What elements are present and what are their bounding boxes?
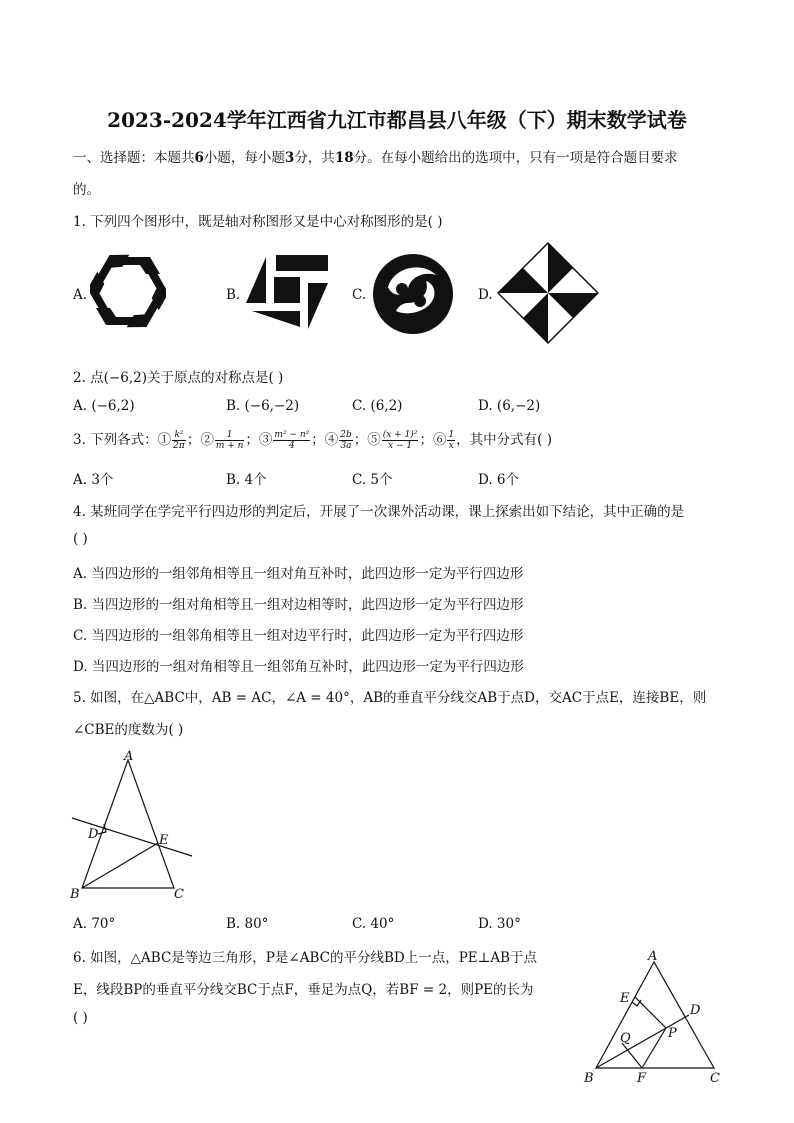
q5-option-d: D. 30°	[478, 916, 521, 932]
q2-option-b: B. (−6,−2)	[226, 398, 300, 414]
section-prefix: 一、选择题：本题共	[73, 150, 195, 166]
q3-fraction: $\frac{\text{(x + 1)²}}{x - 1}$	[382, 430, 418, 451]
q3-fraction: $\frac{1}{m + n}$	[215, 430, 244, 451]
q5-label-b: B	[70, 887, 80, 902]
q3-option-c: C. 5个	[352, 472, 393, 488]
q3-item-mark: ③	[258, 432, 273, 448]
q5-figure-triangle	[66, 746, 196, 902]
q1-figure-c	[372, 253, 454, 335]
question-count: 6	[194, 150, 204, 166]
q1-label-b: B.	[226, 287, 241, 303]
q4-stem-line2: ( )	[73, 531, 88, 547]
q3-fraction: $\frac{2b}{3a}$	[340, 430, 352, 451]
q6-label-q: Q	[620, 1031, 631, 1046]
q5-label-d: D	[88, 827, 99, 842]
q2-option-c: C. (6,2)	[352, 398, 403, 414]
section-suffix: 分。在每小题给出的选项中，只有一项是符合题目要求	[353, 150, 678, 166]
q3-stem: 3. 下列各式：① $\frac{\text{k²}}{2\pi}$ ；② $\frac{1}{m + n}$ ；③ $\frac{\text{m² − n²}}{4}$ ；④ $\frac{2b}{3a}$ ；⑤ $\frac{\text{(x + 1)²}}{x - 1}$ ；⑥ $\frac{1}{x}$ ，其中分式有( )	[73, 430, 552, 451]
q6-label-e: E	[620, 991, 630, 1006]
section-header	[73, 146, 678, 166]
total-score: 18	[334, 150, 354, 166]
q1-label-a: A.	[73, 287, 88, 303]
q5-option-b: B. 80°	[226, 916, 269, 932]
q3-item-mark: ④	[324, 432, 339, 448]
q6-stem-line3: ( )	[73, 1010, 88, 1026]
q5-label-c: C	[174, 887, 184, 902]
q6-figure-triangle	[580, 944, 730, 1088]
q3-option-a: A. 3个	[73, 472, 114, 488]
q5-option-a: A. 70°	[73, 916, 116, 932]
q1-stem: 1. 下列四个图形中，既是轴对称图形又是中心对称图形的是( )	[73, 214, 443, 230]
q2-option-a: A. (−6,2)	[73, 398, 135, 414]
q6-label-b: B	[584, 1071, 594, 1086]
section-header-line2: 的。	[73, 182, 100, 198]
q3-prefix: 3. 下列各式：	[73, 432, 158, 448]
q4-option-a: A. 当四边形的一组邻角相等且一组对角互补时，此四边形一定为平行四边形	[73, 566, 524, 582]
question-score: 3	[284, 150, 295, 166]
q5-stem: 5. 如图，在△ABC中，AB = AC，∠A = 40°，AB的垂直平分线交AB于点D，交AC于点E，连接BE，则	[73, 690, 707, 706]
section-mid2: 分，共	[294, 150, 335, 166]
q6-label-p: P	[668, 1026, 677, 1041]
q1-label-c: C.	[352, 287, 367, 303]
q2-stem: 2. 点(−6,2)关于原点的对称点是( )	[73, 370, 284, 386]
q4-stem: 4. 某班同学在学完平行四边形的判定后，开展了一次课外活动课，课上探索出如下结论，其中正确的是	[73, 504, 685, 520]
q5-label-a: A	[124, 749, 134, 764]
q5-label-e: E	[159, 833, 169, 848]
q6-stem: 6. 如图，△ABC是等边三角形，P是∠ABC的平分线BD上一点，PE⊥AB于点	[73, 950, 537, 966]
q1-label-d: D.	[478, 287, 493, 303]
q6-stem-line2: E，线段BP的垂直平分线交BC于点F，垂足为点Q，若BF = 2，则PE的长为	[73, 982, 534, 998]
q3-fraction: $\frac{\text{k²}}{2\pi}$	[173, 430, 185, 451]
q3-option-d: D. 6个	[478, 472, 520, 488]
q3-item-mark: ⑤	[367, 432, 381, 448]
q4-option-b: B. 当四边形的一组对角相等且一组对边相等时，此四边形一定为平行四边形	[73, 597, 524, 613]
q3-fraction: $\frac{1}{x}$	[448, 430, 455, 451]
section-mid1: 小题，每小题	[203, 150, 285, 166]
q5-stem-line2: ∠CBE的度数为( )	[73, 722, 184, 738]
q1-figure-a	[90, 253, 166, 329]
q1-figure-b	[244, 253, 330, 333]
q3-fraction: $\frac{\text{m² − n²}}{4}$	[274, 430, 310, 451]
q6-label-f: F	[637, 1071, 647, 1086]
q1-figure-d	[497, 242, 599, 344]
q2-option-d: D. (6,−2)	[478, 398, 541, 414]
q6-label-c: C	[710, 1071, 720, 1086]
q3-item-mark: ②	[200, 432, 214, 448]
q5-option-c: C. 40°	[352, 916, 395, 932]
page-title: 2023-2024学年江西省九江市都昌县八年级（下）期末数学试卷	[107, 108, 687, 132]
q3-suffix: ，其中分式有( )	[456, 432, 552, 448]
q3-item-mark: ⑥	[432, 432, 447, 448]
q3-item-mark: ①	[157, 432, 172, 448]
q4-option-d: D. 当四边形的一组对角相等且一组邻角互补时，此四边形一定为平行四边形	[73, 659, 524, 675]
q3-option-b: B. 4个	[226, 472, 267, 488]
q6-label-d: D	[690, 1003, 701, 1018]
q6-label-a: A	[648, 949, 658, 964]
q4-option-c: C. 当四边形的一组邻角相等且一组对边平行时，此四边形一定为平行四边形	[73, 628, 524, 644]
